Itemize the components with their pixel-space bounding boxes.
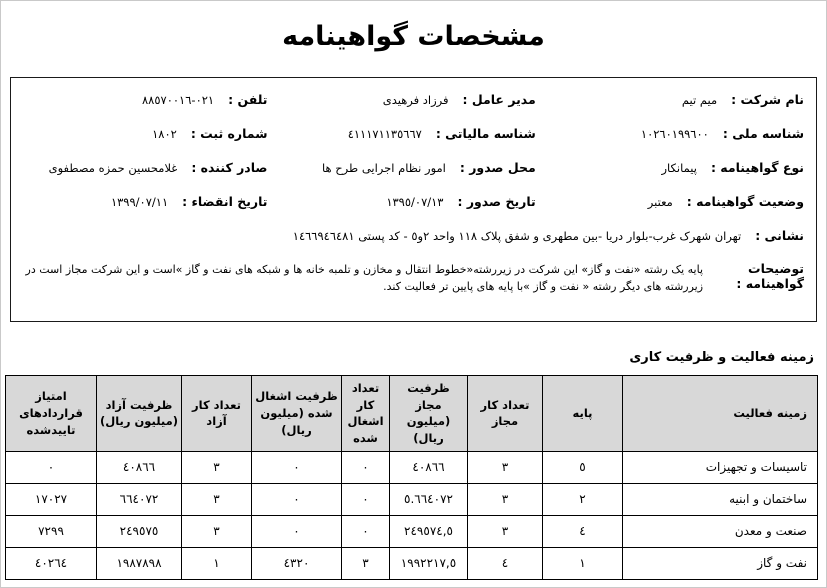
field-label: صادر کننده : (191, 160, 268, 175)
cell-grade: ٥ (543, 451, 623, 483)
field-label: شناسه ملی : (722, 126, 804, 141)
cell-activity-field: ساختمان و ابنیه (623, 483, 818, 515)
cell-allowed-capacity: ٥.٦٦٤٠٧٢ (390, 483, 468, 515)
field-ceo (272, 82, 540, 116)
table-row (6, 451, 818, 483)
cell-grade: ١ (543, 547, 623, 579)
cell-allowed-job-count: ٤ (468, 547, 543, 579)
cell-occupied-capacity: ٠ (252, 515, 342, 547)
field-registration-number (19, 116, 271, 150)
cell-occupied-job-count: ٠ (342, 483, 390, 515)
field-certificate-status (540, 184, 808, 218)
field-value: فرزاد فرهیدی (382, 93, 449, 107)
header-free-job-count: تعداد کار آزاد (182, 376, 252, 452)
cell-allowed-capacity: ٤٠٨٦٦ (390, 451, 468, 483)
field-label: مدیر عامل : (462, 92, 536, 107)
address-label: نشانی : (755, 228, 804, 243)
field-label: نام شرکت : (731, 92, 804, 107)
cell-allowed-job-count: ٣ (468, 451, 543, 483)
cell-allowed-capacity: ١٩٩٢٢١٧,٥ (390, 547, 468, 579)
field-issue-date (272, 184, 540, 218)
cell-free-capacity: ٤٠٨٦٦ (97, 451, 182, 483)
header-activity-field: زمینه فعالیت (623, 376, 818, 452)
info-grid (19, 82, 808, 218)
field-company-name (540, 82, 808, 116)
field-value: غلامحسین حمزه مصطفوی (48, 161, 178, 175)
field-label: تلفن : (228, 92, 268, 107)
cell-free-job-count: ٣ (182, 515, 252, 547)
field-national-id (540, 116, 808, 150)
cell-allowed-job-count: ٣ (468, 515, 543, 547)
header-allowed-capacity: ظرفیت مجاز (میلیون ریال) (390, 376, 468, 452)
cell-occupied-job-count: ٠ (342, 515, 390, 547)
page-title: مشخصات گواهینامه (282, 21, 545, 52)
header-occupied-job-count: تعداد کار اشغال شده (342, 376, 390, 452)
field-label: تاریخ انقضاء : (182, 194, 268, 209)
field-label: نوع گواهینامه : (710, 160, 804, 175)
cell-activity-field: تاسیسات و تجهیزات (623, 451, 818, 483)
header-free-capacity: ظرفیت آزاد (میلیون ریال) (97, 376, 182, 452)
field-certificate-type (540, 150, 808, 184)
field-label: تاریخ صدور : (457, 194, 536, 209)
activity-capacity-table (5, 375, 818, 580)
header-occupied-capacity: ظرفیت اشغال شده (میلیون ریال) (252, 376, 342, 452)
field-value: ٤١١١٧١١٣٥٦٦٧ (347, 127, 422, 141)
cell-allowed-capacity: ٢٤٩٥٧٤,٥ (390, 515, 468, 547)
field-label: محل صدور : (459, 160, 536, 175)
cell-free-job-count: ٣ (182, 483, 252, 515)
field-value: امور نظام اجرایی طرح ها (322, 161, 446, 175)
header-grade: پایه (543, 376, 623, 452)
cell-occupied-job-count: ٠ (342, 451, 390, 483)
header-approved-contracts-score: امتیاز قراردادهای تاییدشده (6, 376, 97, 452)
table-row (6, 515, 818, 547)
address-value: تهران شهرک غرب-بلوار دریا -بین مطهری و شفق پلاک ١١٨ واحد ٢و٥ - کد پستی ١٤٦٦٩٤٦٤٨١ (292, 229, 742, 243)
cell-activity-field: نفت و گاز (623, 547, 818, 579)
header-allowed-job-count: تعداد کار مجاز (468, 376, 543, 452)
field-value: ١٨٠٢ (152, 127, 177, 141)
cell-free-job-count: ١ (182, 547, 252, 579)
field-label: وضعیت گواهینامه : (686, 194, 804, 209)
field-label: شماره ثبت : (190, 126, 268, 141)
field-expiry-date (19, 184, 271, 218)
cell-occupied-capacity: ٤٣٢٠ (252, 547, 342, 579)
field-phone (19, 82, 271, 116)
field-value: ١٠٢٦٠١٩٩٦٠٠ (640, 127, 709, 141)
field-value: ١٣٩٥/٠٧/١٣ (386, 195, 444, 209)
cell-occupied-job-count: ٣ (342, 547, 390, 579)
table-row (6, 547, 818, 579)
field-value: پیمانکار (661, 161, 697, 175)
cell-approved-contracts-score: ٠ (6, 451, 97, 483)
field-issue-place (272, 150, 540, 184)
field-issuer (19, 150, 271, 184)
cell-approved-contracts-score: ١٧٠٢٧ (6, 483, 97, 515)
cell-grade: ٢ (543, 483, 623, 515)
certificate-info-box (10, 77, 817, 322)
cell-grade: ٤ (543, 515, 623, 547)
section-title: زمینه فعالیت و ظرفیت کاری (629, 350, 814, 365)
field-label: شناسه مالیاتی : (435, 126, 536, 141)
cell-free-capacity: ٢٤٩٥٧٥ (97, 515, 182, 547)
cell-occupied-capacity: ٠ (252, 451, 342, 483)
description-row (19, 249, 808, 301)
cell-free-capacity: ١٩٨٧٨٩٨ (97, 547, 182, 579)
field-tax-id (272, 116, 540, 150)
description-value: پایه یک رشته «نفت و گاز» این شرکت در زیررشته«خطوط انتقال و مخازن و تلمبه خانه ها و شبکه های نفت و گاز »است و این شرکت مجاز است در زیررشته های دیگر رشته « نفت و گاز »با پایه های پایین تر فعالیت کند. (25, 263, 704, 294)
cell-activity-field: صنعت و معدن (623, 515, 818, 547)
cell-free-job-count: ٣ (182, 451, 252, 483)
cell-approved-contracts-score: ٧٢٩٩ (6, 515, 97, 547)
cell-approved-contracts-score: ٤٠٢٦٤ (6, 547, 97, 579)
table-header-row (6, 376, 818, 452)
table-row (6, 483, 818, 515)
field-value: معتبر (647, 195, 673, 209)
cell-allowed-job-count: ٣ (468, 483, 543, 515)
field-value: میم تیم (681, 93, 718, 107)
cell-free-capacity: ٦٦٤٠٧٢ (97, 483, 182, 515)
address-row (19, 218, 808, 249)
field-value: ٠٢١-٨٨٥٧٠٠١٦ (141, 93, 215, 107)
field-value: ١٣٩٩/٠٧/١١ (110, 195, 169, 209)
description-label: توضیحات گواهینامه : (736, 261, 804, 291)
cell-occupied-capacity: ٠ (252, 483, 342, 515)
